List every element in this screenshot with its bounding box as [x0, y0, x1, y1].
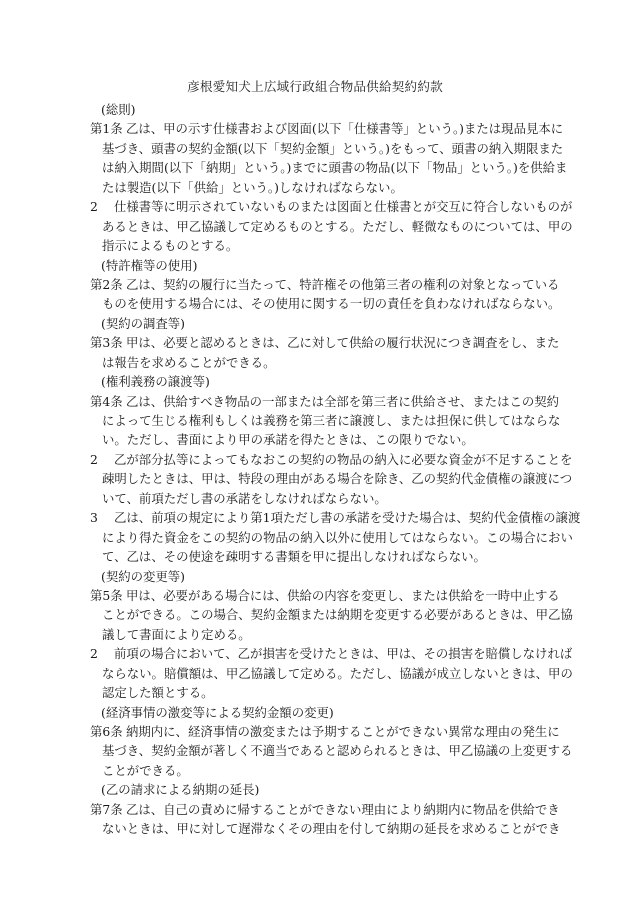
- paragraph-line: あるときは、甲乙協議して定めるものとする。ただし、軽微なものについては、甲の: [102, 218, 573, 234]
- article-number: 第6条: [90, 724, 123, 739]
- article-number: 第2条: [90, 276, 123, 292]
- line-text: 乙は、自己の責めに帰することができない理由により納期内に物品を供給でき: [126, 801, 560, 817]
- paragraph-line: ものを使用する場合には、その使用に関する一切の責任を負わなければならない。: [102, 296, 561, 312]
- paragraph-line: て、乙は、その使途を疎明する書類を甲に提出しなければならない。: [102, 549, 486, 565]
- clause-line: [90, 197, 573, 216]
- section-heading: (経済事情の激変等による契約金額の変更): [101, 704, 334, 720]
- article-line: [90, 333, 560, 352]
- document-title: 彦根愛知犬上広域行政組合物品供給契約約款: [187, 79, 443, 94]
- line-text: 甲は、必要がある場合には、供給の内容を変更し、または供給を一時中止する: [126, 587, 560, 603]
- article-line: [90, 392, 560, 411]
- clause-line: [90, 644, 573, 663]
- paragraph-line: ことができる。この場合、契約金額または納期を変更する必要があるときは、甲乙協: [102, 607, 573, 623]
- article-number: 第7条: [90, 801, 123, 817]
- paragraph-line: たは製造(以下「供給」という。)しなければならない。: [102, 179, 403, 195]
- paragraph-line: 基づき、頭書の契約金額(以下「契約金額」という。)をもって、頭書の納入期限また: [102, 140, 564, 156]
- paragraph-line: 指示によるものとする。: [102, 238, 239, 254]
- section-heading: (契約の調査等): [101, 315, 186, 331]
- paragraph-line: 基づき、契約金額が著しく不適当であると認められるときは、甲乙協議の上変更する: [102, 743, 573, 759]
- paragraph-line: は納入期間(以下「納期」という。)までに頭書の物品(以下「物品」という。)を供給ま: [102, 160, 568, 176]
- section-heading: (権利義務の譲渡等): [101, 374, 210, 390]
- line-text: 仕様書等に明示されていないものまたは図面と仕様書とが交互に符合しないものが: [114, 199, 573, 215]
- document-body: [90, 100, 581, 839]
- section-heading: (契約の変更等): [101, 568, 186, 584]
- paragraph-line: ならない。賠償額は、甲乙協議して定める。ただし、協議が成立しないときは、甲の: [102, 665, 573, 681]
- section-heading: (乙の請求による納期の延長): [101, 782, 260, 798]
- paragraph-line: ことができる。: [102, 762, 189, 778]
- article-number: 第4条: [90, 393, 123, 409]
- paragraph-line: によって生じる権利もしくは義務を第三者に譲渡し、または担保に供してはならな: [102, 413, 561, 428]
- clause-number: 2: [90, 646, 98, 662]
- clause-line: [90, 450, 573, 469]
- article-number: 第3条: [90, 335, 123, 351]
- paragraph-line: いて、前項ただし書の承諾をしなければならない。: [102, 490, 387, 506]
- article-line: [90, 722, 560, 741]
- line-text: 甲は、必要と認めるときは、乙に対して供給の履行状況につき調査をし、また: [126, 335, 560, 351]
- paragraph-line: は報告を求めることができる。: [102, 354, 276, 370]
- clause-line: [90, 508, 581, 527]
- article-number: 第5条: [90, 587, 123, 603]
- paragraph-line: 認定した額とする。: [102, 685, 214, 701]
- article-number: 第1条: [90, 121, 123, 137]
- clause-number: 2: [90, 451, 98, 467]
- line-text: 前項の場合において、乙が損害を受けたときは、甲は、その損害を賠償しなければ: [114, 646, 573, 662]
- section-heading: (総則): [101, 102, 136, 117]
- article-line: [90, 800, 560, 819]
- line-text: 納期内に、経済事情の激変または予期することができない異常な理由の発生に: [126, 724, 560, 739]
- paragraph-line: 議して書面により定める。: [102, 626, 251, 642]
- article-line: [90, 586, 560, 605]
- paragraph-line: い。ただし、書面により甲の承諾を得たときは、この限りでない。: [102, 432, 474, 448]
- paragraph-line: 疎明したときは、甲は、特段の理由がある場合を除き、乙の契約代金債権の譲渡につ: [102, 471, 573, 487]
- line-text: 乙は、前項の規定により第1項ただし書の承諾を受けた場合は、契約代金債権の譲渡: [114, 510, 581, 526]
- paragraph-line: により得た資金をこの契約の物品の納入以外に使用してはならない。この場合におい: [102, 529, 573, 545]
- article-line: [90, 275, 560, 294]
- clause-number: 2: [90, 199, 98, 215]
- line-text: 乙が部分払等によってもなおこの契約の物品の納入に必要な資金が不足することを: [114, 451, 573, 467]
- article-line: [90, 119, 564, 138]
- line-text: 乙は、契約の履行に当たって、特許権その他第三者の権利の対象となっている: [126, 276, 560, 292]
- section-heading: (特許権等の使用): [101, 257, 198, 273]
- line-text: 乙は、甲の示す仕様書および図面(以下「仕様書等」という。)または現品見本に: [126, 121, 564, 137]
- clause-number: 3: [90, 510, 98, 526]
- paragraph-line: ないときは、甲に対して遅滞なくその理由を付して納期の延長を求めることができ: [102, 821, 561, 837]
- line-text: 乙は、供給すべき物品の一部または全部を第三者に供給させ、またはこの契約: [126, 393, 560, 409]
